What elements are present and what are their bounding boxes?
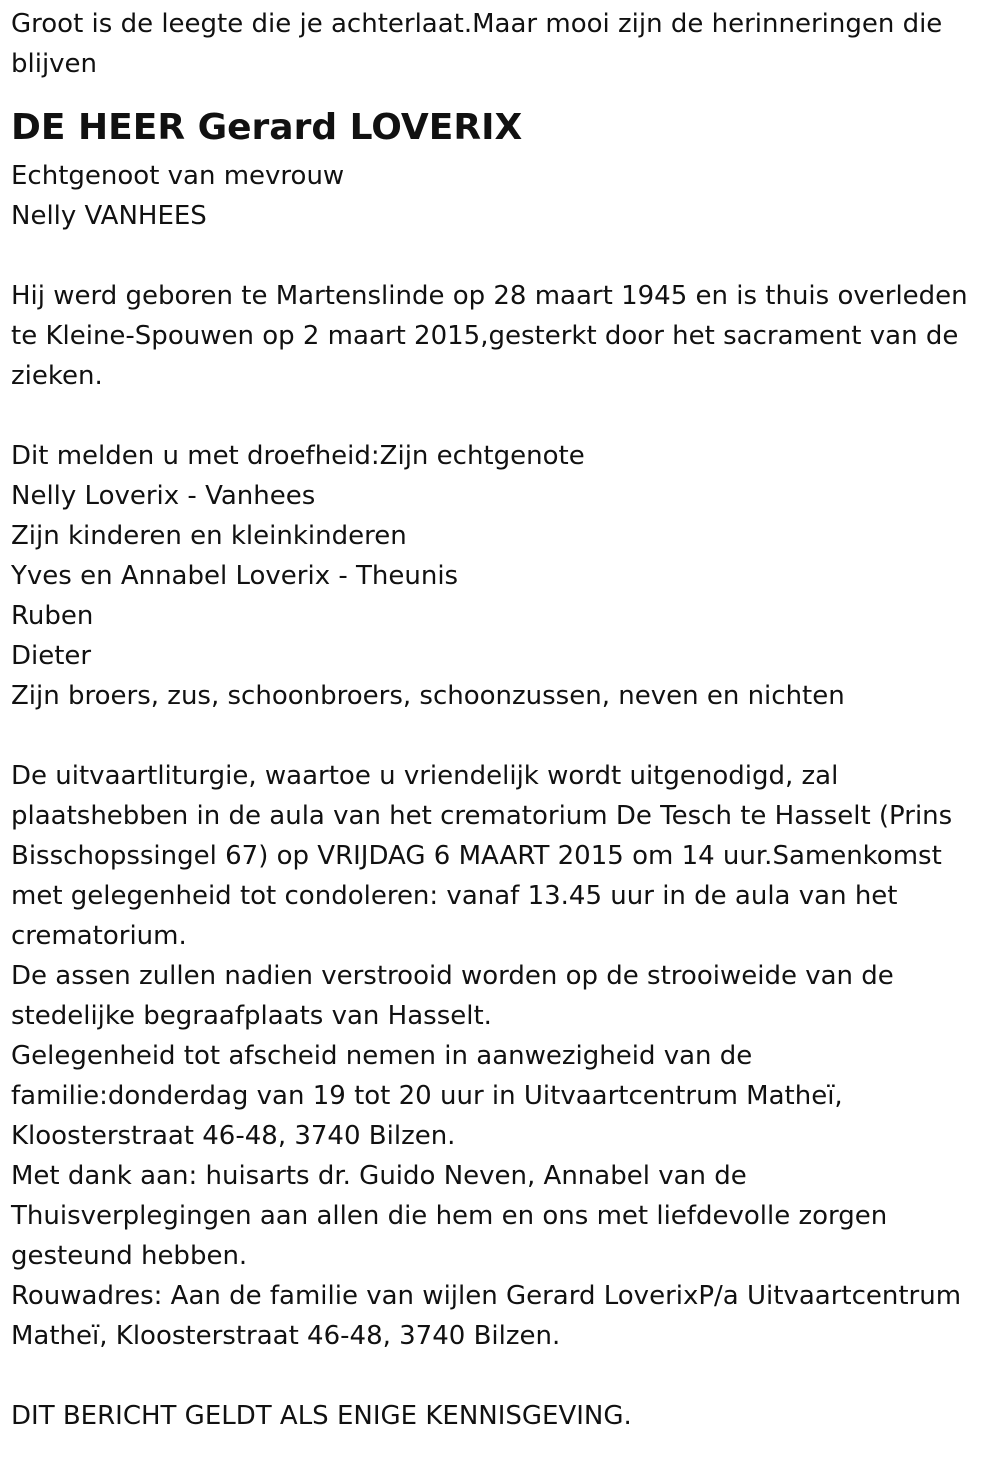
closing-notice: DIT BERICHT GELDT ALS ENIGE KENNISGEVING. (11, 1401, 632, 1431)
ashes-paragraph: De assen zullen nadien verstrooid worden op de strooiweide van de stedelijke begraafplaats van Hasselt. (11, 961, 894, 1031)
spacer (11, 236, 990, 276)
spouse-name: Nelly VANHEES (11, 201, 207, 231)
address-paragraph: Rouwadres: Aan de familie van wijlen Gerard LoverixP/a Uitvaartcentrum Matheï, Kloosterstraat 46-48, 3740 Bilzen. (11, 1281, 962, 1351)
family-line: Zijn broers, zus, schoonbroers, schoonzussen, neven en nichten (11, 681, 845, 711)
motto-text: Groot is de leegte die je achterlaat.Maar mooi zijn de herinneringen die blijven (11, 9, 943, 79)
spacer (11, 1356, 990, 1396)
funeral-paragraph: De uitvaartliturgie, waartoe u vriendelijk wordt uitgenodigd, zal plaatshebben in de aula van het crematorium De Tesch te Hasselt (Prins Bisschopssingel 67) op VRIJDAG 6 MAART 2015 om 14 uur.Samenkomst met gelegenheid tot condoleren: vanaf 13.45 uur in de aula van het crematorium. (11, 761, 953, 951)
spacer (11, 396, 990, 436)
family-line: Dit melden u met droefheid:Zijn echtgenote (11, 441, 585, 471)
deceased-name: DE HEER Gerard LOVERIX (11, 107, 523, 148)
farewell-paragraph: Gelegenheid tot afscheid nemen in aanwezigheid van de familie:donderdag van 19 tot 20 uur in Uitvaartcentrum Matheï, Kloosterstraat 46-48, 3740 Bilzen. (11, 1041, 843, 1151)
thanks-paragraph: Met dank aan: huisarts dr. Guido Neven, Annabel van de Thuisverplegingen aan allen die hem en ons met liefdevolle zorgen gesteund hebben. (11, 1161, 888, 1271)
family-line: Dieter (11, 641, 92, 671)
family-line: Nelly Loverix - Vanhees (11, 481, 316, 511)
spacer (11, 716, 990, 756)
family-line: Ruben (11, 601, 94, 631)
family-line: Yves en Annabel Loverix - Theunis (11, 561, 459, 591)
family-line: Zijn kinderen en kleinkinderen (11, 521, 407, 551)
spouse-line: Echtgenoot van mevrouw (11, 161, 345, 191)
family-list (11, 436, 990, 716)
birth-death-paragraph: Hij werd geboren te Martenslinde op 28 maart 1945 en is thuis overleden te Kleine-Spouwen op 2 maart 2015,gesterkt door het sacrament van de zieken. (11, 281, 968, 391)
